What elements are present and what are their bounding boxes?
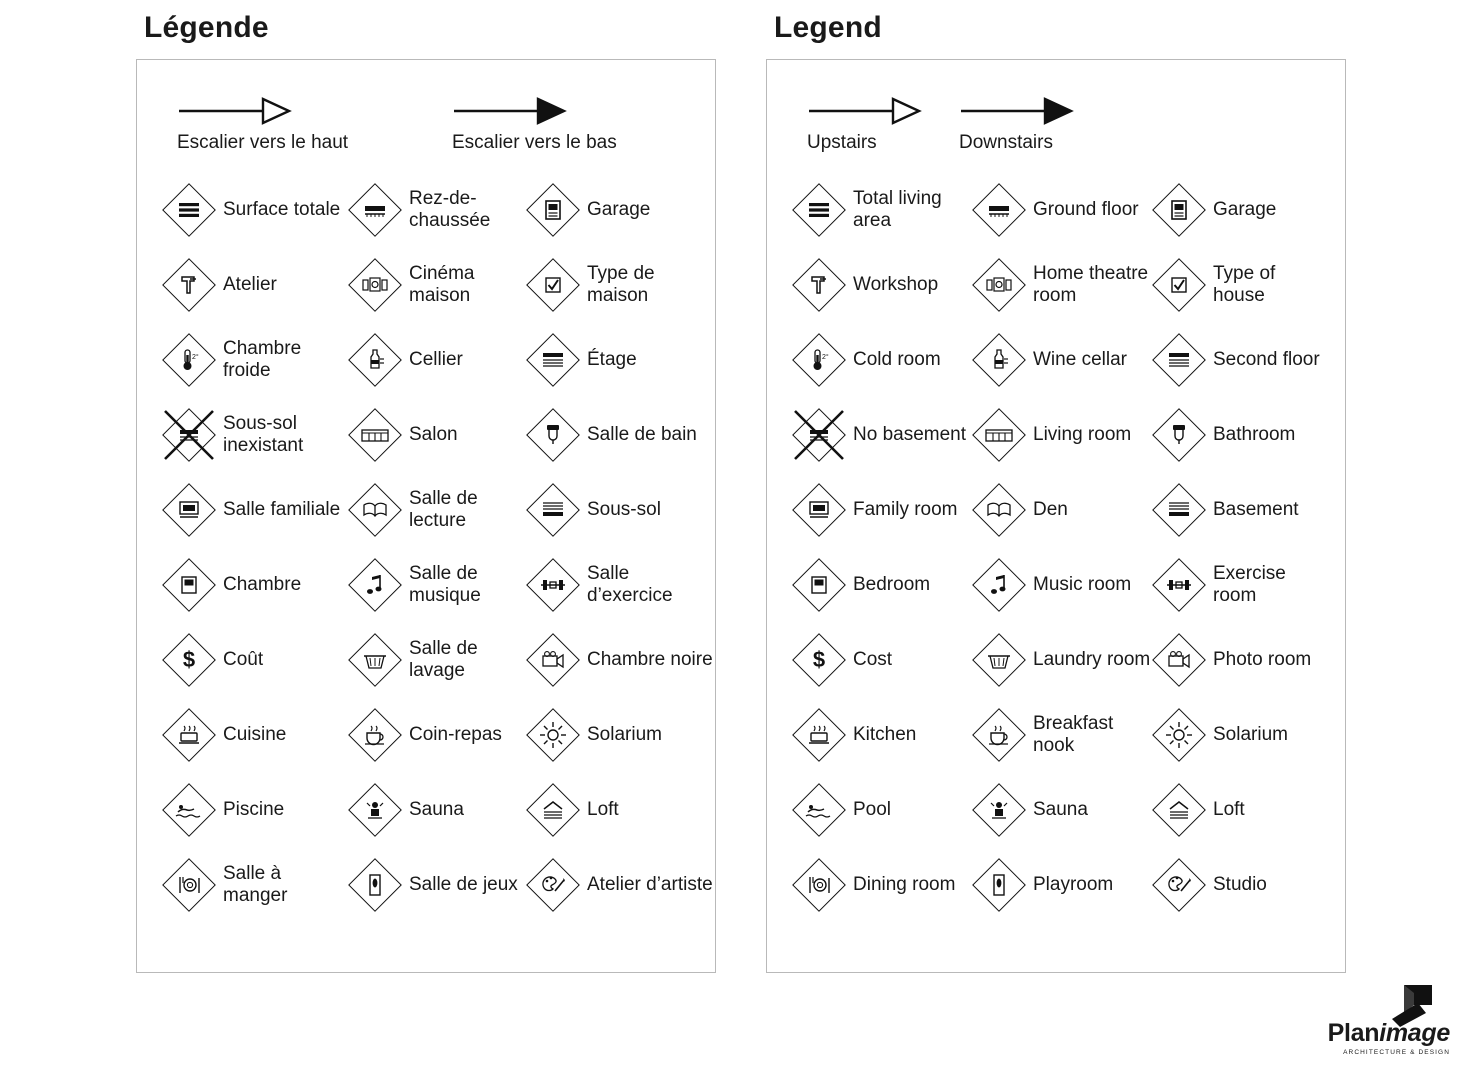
legend-item-label: Home theatre room <box>1033 262 1149 306</box>
kitchen-icon <box>791 707 847 763</box>
legend-item <box>347 847 525 922</box>
legend-item-label: Ground floor <box>1033 198 1139 220</box>
workshop-icon <box>791 257 847 313</box>
stairs-upstairs-en <box>807 94 959 154</box>
legend-grid-fr <box>161 172 713 922</box>
photo-room-icon <box>1151 632 1207 688</box>
cold-room-icon <box>161 332 217 388</box>
playroom-icon <box>347 857 403 913</box>
type-of-house-icon <box>1151 257 1207 313</box>
legend-item-label: Salle de musique <box>409 562 481 606</box>
legend-item <box>971 472 1151 547</box>
legend-item <box>525 772 715 847</box>
legend-item-label: Laundry room <box>1033 648 1151 670</box>
exercise-room-icon <box>1151 557 1207 613</box>
music-room-icon <box>347 557 403 613</box>
legend-item-label: Sous-sol inexistant <box>223 412 304 456</box>
legend-item-label: Kitchen <box>853 723 917 745</box>
svg-text:2°: 2° <box>192 353 199 361</box>
music-room-icon <box>971 557 1027 613</box>
legend-item-label: Bedroom <box>853 573 931 595</box>
stairs-label: Upstairs <box>807 132 877 153</box>
garage-icon <box>525 182 581 238</box>
loft-icon <box>1151 782 1207 838</box>
legend-item <box>347 772 525 847</box>
legend-item-label: Total living area <box>853 187 942 231</box>
legend-item <box>347 622 525 697</box>
legend-item <box>161 847 347 922</box>
legend-item-label: Sous-sol <box>587 498 661 520</box>
legend-item-label: Photo room <box>1213 648 1312 670</box>
legend-item-label: Wine cellar <box>1033 348 1127 370</box>
legend-panel-fr <box>136 0 716 973</box>
legend-item-label: Salle de lavage <box>409 637 478 681</box>
dining-room-icon <box>161 857 217 913</box>
legend-item-label: Loft <box>1213 798 1245 820</box>
pool-icon <box>791 782 847 838</box>
legend-item <box>161 472 347 547</box>
legend-item <box>791 472 971 547</box>
type-of-house-icon <box>525 257 581 313</box>
legend-item <box>971 322 1151 397</box>
bedroom-icon <box>161 557 217 613</box>
legend-item-label: Exercise room <box>1213 562 1286 606</box>
legend-item <box>791 622 971 697</box>
wine-cellar-icon <box>347 332 403 388</box>
legend-item-label: Surface totale <box>223 198 341 220</box>
legend-item <box>1151 397 1329 472</box>
legend-item <box>791 547 971 622</box>
total-living-area-icon <box>161 182 217 238</box>
legend-item <box>1151 697 1329 772</box>
legend-item <box>791 172 971 247</box>
bathroom-icon <box>1151 407 1207 463</box>
legend-item <box>347 172 525 247</box>
legend-item-label: Cost <box>853 648 893 670</box>
laundry-room-icon <box>971 632 1027 688</box>
legend-item-label: Étage <box>587 348 637 370</box>
legend-item-label: Bathroom <box>1213 423 1296 445</box>
dining-room-icon <box>791 857 847 913</box>
legend-item <box>791 322 971 397</box>
legend-item-label: No basement <box>853 423 967 445</box>
stairs-downstairs-fr <box>452 94 691 154</box>
legend-item <box>161 172 347 247</box>
legend-item <box>347 397 525 472</box>
legend-item <box>791 847 971 922</box>
legend-item-label: Rez-de-chaussée <box>409 187 491 231</box>
legend-item-label: Cinéma maison <box>409 262 475 306</box>
breakfast-nook-icon <box>347 707 403 763</box>
panel-title-en: Legend <box>774 11 882 44</box>
legend-item-label: Chambre froide <box>223 337 302 381</box>
arrow-up-stairs-icon <box>807 94 959 132</box>
arrow-down-stairs-icon <box>959 94 1109 132</box>
solarium-icon <box>1151 707 1207 763</box>
legend-item <box>347 547 525 622</box>
legend-item <box>347 247 525 322</box>
logo-name-italic: image <box>1379 1019 1450 1047</box>
legend-item <box>1151 247 1329 322</box>
legend-item <box>1151 622 1329 697</box>
ground-floor-icon <box>971 182 1027 238</box>
stairs-label: Escalier vers le bas <box>452 132 617 153</box>
ground-floor-icon <box>347 182 403 238</box>
legend-item-label: Type de maison <box>587 262 655 306</box>
legend-item-label: Type of house <box>1213 262 1276 306</box>
legend-item <box>161 547 347 622</box>
logo-name-plain: Plan <box>1327 1019 1380 1047</box>
legend-item <box>161 247 347 322</box>
legend-item <box>525 697 715 772</box>
basement-icon <box>1151 482 1207 538</box>
legend-item <box>971 697 1151 772</box>
living-room-icon <box>971 407 1027 463</box>
stairs-upstairs-fr <box>177 94 416 154</box>
legend-item-label: Loft <box>587 798 619 820</box>
breakfast-nook-icon <box>971 707 1027 763</box>
logo-mark-icon <box>1374 983 1444 1034</box>
legend-item <box>791 697 971 772</box>
legend-item <box>791 772 971 847</box>
legend-item <box>971 172 1151 247</box>
panel-title-fr: Légende <box>144 11 269 44</box>
legend-item <box>1151 547 1329 622</box>
legend-item-label: Studio <box>1213 873 1267 895</box>
legend-item <box>161 697 347 772</box>
pool-icon <box>161 782 217 838</box>
legend-item-label: Pool <box>853 798 892 820</box>
legend-item <box>161 622 347 697</box>
living-room-icon <box>347 407 403 463</box>
stairs-downstairs-en <box>959 94 1109 154</box>
legend-item <box>161 397 347 472</box>
studio-icon <box>1151 857 1207 913</box>
playroom-icon <box>971 857 1027 913</box>
legend-grid-en <box>791 172 1321 922</box>
panel-box-en <box>766 59 1346 973</box>
stairs-label: Downstairs <box>959 132 1053 153</box>
stairs-label: Escalier vers le haut <box>177 132 349 153</box>
no-basement-icon <box>161 407 217 463</box>
legend-item-label: Piscine <box>223 798 285 820</box>
second-floor-icon <box>1151 332 1207 388</box>
wine-cellar-icon <box>971 332 1027 388</box>
legend-item <box>971 547 1151 622</box>
legend-item-label: Sauna <box>409 798 464 820</box>
legend-item <box>525 247 715 322</box>
total-living-area-icon <box>791 182 847 238</box>
legend-item-label: Second floor <box>1213 348 1320 370</box>
legend-item-label: Salle d’exercice <box>587 562 673 606</box>
legend-item <box>1151 472 1329 547</box>
legend-item-label: Garage <box>1213 198 1277 220</box>
photo-room-icon <box>525 632 581 688</box>
legend-item <box>525 322 715 397</box>
legend-item <box>347 472 525 547</box>
legend-item-label: Playroom <box>1033 873 1114 895</box>
no-basement-icon <box>791 407 847 463</box>
planimage-logo <box>1300 1019 1450 1056</box>
second-floor-icon <box>525 332 581 388</box>
workshop-icon <box>161 257 217 313</box>
legend-item <box>525 547 715 622</box>
legend-item-label: Chambre noire <box>587 648 713 670</box>
den-icon <box>971 482 1027 538</box>
arrow-down-stairs-icon <box>452 94 691 132</box>
legend-item-label: Solarium <box>587 723 662 745</box>
legend-item <box>1151 772 1329 847</box>
loft-icon <box>525 782 581 838</box>
legend-item <box>347 697 525 772</box>
legend-item-label: Cellier <box>409 348 463 370</box>
legend-item <box>791 397 971 472</box>
solarium-icon <box>525 707 581 763</box>
legend-item-label: Salle à manger <box>223 862 288 906</box>
legend-item-label: Workshop <box>853 273 939 295</box>
legend-item-label: Salle familiale <box>223 498 341 520</box>
legend-item-label: Atelier d’artiste <box>587 873 713 895</box>
family-room-icon <box>161 482 217 538</box>
legend-item-label: Coût <box>223 648 264 670</box>
legend-item <box>161 772 347 847</box>
legend-item <box>161 322 347 397</box>
legend-item-label: Family room <box>853 498 958 520</box>
legend-item <box>971 397 1151 472</box>
legend-item <box>525 622 715 697</box>
sauna-icon <box>971 782 1027 838</box>
laundry-room-icon <box>347 632 403 688</box>
family-room-icon <box>791 482 847 538</box>
home-theatre-icon <box>347 257 403 313</box>
legend-item-label: Cold room <box>853 348 941 370</box>
cold-room-icon <box>791 332 847 388</box>
legend-item-label: Dining room <box>853 873 956 895</box>
legend-item-label: Chambre <box>223 573 302 595</box>
arrow-up-stairs-icon <box>177 94 416 132</box>
panel-box-fr <box>136 59 716 973</box>
legend-item <box>525 397 715 472</box>
home-theatre-icon <box>971 257 1027 313</box>
legend-item <box>525 847 715 922</box>
svg-text:$: $ <box>812 646 826 672</box>
svg-text:2°: 2° <box>822 353 829 361</box>
legend-item-label: Garage <box>587 198 651 220</box>
legend-item-label: Music room <box>1033 573 1132 595</box>
exercise-room-icon <box>525 557 581 613</box>
legend-item <box>971 772 1151 847</box>
kitchen-icon <box>161 707 217 763</box>
legend-item-label: Cuisine <box>223 723 287 745</box>
legend-item-label: Salle de bain <box>587 423 697 445</box>
legend-item-label: Sauna <box>1033 798 1088 820</box>
legend-item-label: Living room <box>1033 423 1132 445</box>
bathroom-icon <box>525 407 581 463</box>
legend-item <box>791 247 971 322</box>
legend-item <box>971 622 1151 697</box>
logo-tagline: ARCHITECTURE & DESIGN <box>1343 1049 1450 1056</box>
stairs-row-fr <box>177 94 691 154</box>
cost-icon <box>161 632 217 688</box>
bedroom-icon <box>791 557 847 613</box>
legend-item-label: Salle de jeux <box>409 873 518 895</box>
garage-icon <box>1151 182 1207 238</box>
legend-panel-en <box>766 0 1346 973</box>
legend-item-label: Solarium <box>1213 723 1288 745</box>
basement-icon <box>525 482 581 538</box>
legend-item <box>1151 847 1329 922</box>
cost-icon <box>791 632 847 688</box>
svg-text:$: $ <box>182 646 196 672</box>
legend-item <box>525 172 715 247</box>
sauna-icon <box>347 782 403 838</box>
legend-item-label: Salle de lecture <box>409 487 478 531</box>
legend-item <box>347 322 525 397</box>
legend-item-label: Salon <box>409 423 458 445</box>
legend-item <box>525 472 715 547</box>
legend-item-label: Den <box>1033 498 1068 520</box>
legend-item <box>1151 172 1329 247</box>
den-icon <box>347 482 403 538</box>
legend-item-label: Breakfast nook <box>1033 712 1114 756</box>
stairs-row-en <box>807 94 1321 154</box>
legend-item-label: Basement <box>1213 498 1299 520</box>
legend-item-label: Coin-repas <box>409 723 502 745</box>
legend-item <box>971 847 1151 922</box>
legend-item <box>1151 322 1329 397</box>
legend-item <box>971 247 1151 322</box>
legend-item-label: Atelier <box>223 273 277 295</box>
studio-icon <box>525 857 581 913</box>
